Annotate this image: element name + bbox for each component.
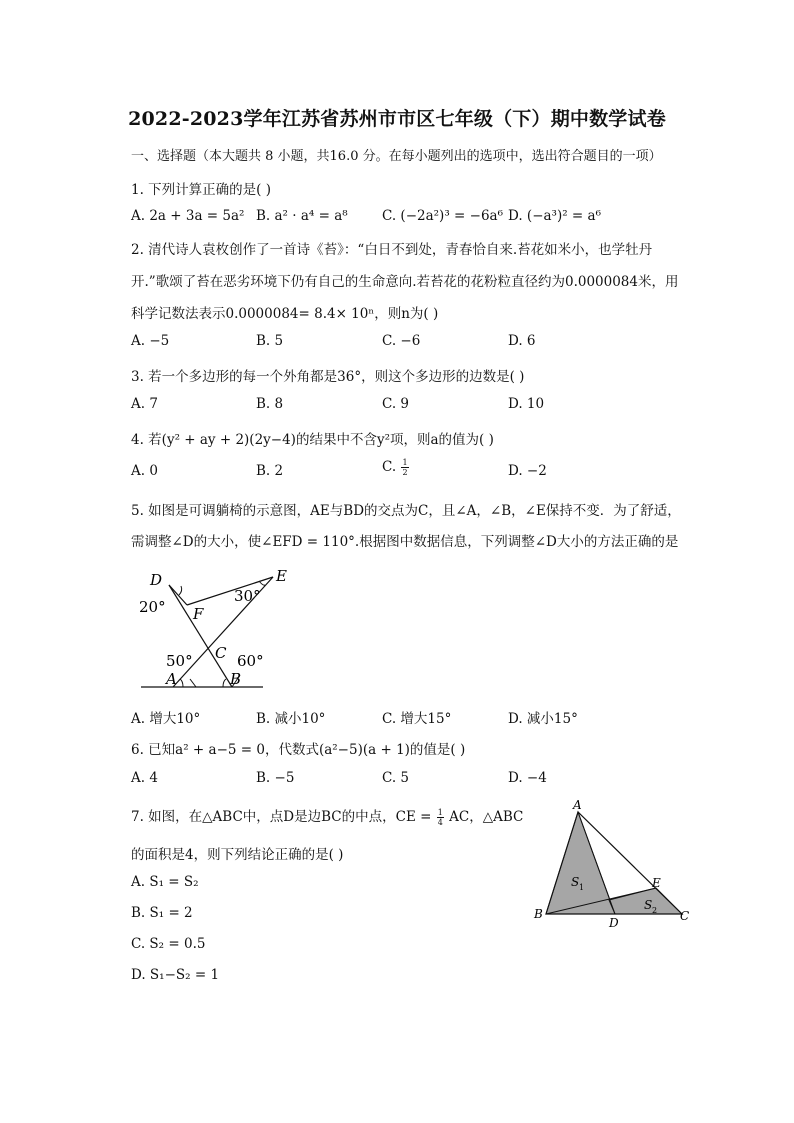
label-d: D bbox=[609, 916, 619, 930]
question-6-option-b: B. −5 bbox=[256, 770, 295, 786]
question-5-line-2: 需调整∠D的大小，使∠EFD = 110°.根据图中数据信息，下列调整∠D大小的方法正确的是 bbox=[131, 534, 679, 550]
question-3-option-a: A. 7 bbox=[131, 396, 158, 412]
question-6-option-d: D. −4 bbox=[508, 770, 547, 786]
question-4-option-d: D. −2 bbox=[508, 463, 547, 479]
question-6-stem: 6. 已知a² + a−5 = 0，代数式(a²−5)(a + 1)的值是( ) bbox=[131, 742, 466, 758]
question-1-option-c: C. (−2a²)³ = −6a⁶ bbox=[382, 208, 503, 224]
question-6-option-a: A. 4 bbox=[131, 770, 158, 786]
triangle-diagram bbox=[530, 800, 700, 930]
angle-d-value: 20° bbox=[139, 598, 166, 616]
option-c-label: C. bbox=[382, 459, 397, 475]
recliner-diagram bbox=[135, 565, 287, 693]
question-1-option-d: D. (−a³)² = a⁶ bbox=[508, 208, 601, 224]
label-b: B bbox=[230, 670, 242, 688]
question-2-option-a: A. −5 bbox=[131, 333, 170, 349]
question-1-stem: 1. 下列计算正确的是( ) bbox=[131, 182, 271, 198]
label-d: D bbox=[150, 571, 163, 589]
question-2-line-1: 2. 清代诗人袁枚创作了一首诗《苔》：“白日不到处，青春恰自来.苔花如米小，也学牡丹 bbox=[131, 242, 653, 258]
angle-b-value: 60° bbox=[237, 652, 264, 670]
question-4-stem: 4. 若(y² + ay + 2)(2y−4)的结果中不含y²项，则a的值为( ) bbox=[131, 432, 494, 448]
question-5-option-a: A. 增大10° bbox=[131, 711, 201, 727]
question-7-line-1 bbox=[131, 805, 523, 827]
label-e: E bbox=[276, 567, 287, 585]
section-heading: 一、选择题（本大题共 8 小题，共16.0 分。在每小题列出的选项中，选出符合题目的一项） bbox=[131, 149, 662, 164]
label-c: C bbox=[215, 644, 227, 662]
question-7-line-2: 的面积是4，则下列结论正确的是( ) bbox=[131, 847, 344, 863]
question-3-option-d: D. 10 bbox=[508, 396, 545, 412]
label-b: B bbox=[534, 907, 543, 921]
question-3-option-b: B. 8 bbox=[256, 396, 284, 412]
question-1-option-b: B. a² · a⁴ = a⁸ bbox=[256, 208, 348, 224]
page-title: 2022-2023学年江苏省苏州市市区七年级（下）期中数学试卷 bbox=[128, 108, 666, 130]
question-3-option-c: C. 9 bbox=[382, 396, 410, 412]
question-5-line-1: 5. 如图是可调躺椅的示意图，AE与BD的交点为C，且∠A，∠B，∠E保持不变．为了舒适， bbox=[131, 503, 681, 519]
question-2-option-d: D. 6 bbox=[508, 333, 536, 349]
question-7-option-d: D. S₁−S₂ = 1 bbox=[131, 967, 220, 983]
label-s2: S bbox=[644, 898, 653, 912]
label-c: C bbox=[680, 909, 690, 923]
question-2-line-3: 科学记数法表示0.0000084= 8.4× 10ⁿ，则n为( ) bbox=[131, 306, 439, 322]
question-4-option-b: B. 2 bbox=[256, 463, 284, 479]
question-5-option-b: B. 减小10° bbox=[256, 711, 326, 727]
question-3-stem: 3. 若一个多边形的每一个外角都是36°，则这个多边形的边数是( ) bbox=[131, 369, 525, 385]
question-2-option-b: B. 5 bbox=[256, 333, 284, 349]
question-4-option-a: A. 0 bbox=[131, 463, 158, 479]
label-a: A bbox=[166, 670, 177, 688]
question-7-option-b: B. S₁ = 2 bbox=[131, 905, 193, 921]
question-7-option-a: A. S₁ = S₂ bbox=[131, 874, 199, 890]
question-2-line-2: 开.”歌颂了苔在恶劣环境下仍有自己的生命意向.若苔花的花粉粒直径约为0.0000084米，用 bbox=[131, 274, 679, 290]
label-s1-subscript: 1 bbox=[579, 883, 585, 892]
label-s2-subscript: 2 bbox=[652, 906, 658, 915]
question-5-option-d: D. 减小15° bbox=[508, 711, 578, 727]
angle-e-value: 30° bbox=[234, 587, 261, 605]
question-1-option-a: A. 2a + 3a = 5a² bbox=[131, 208, 245, 224]
question-7-text-a: 7. 如图，在△ABC中，点D是边BC的中点，CE = bbox=[131, 809, 432, 825]
question-4-option-c bbox=[382, 458, 410, 477]
fraction: $\frac{1}{2}$ bbox=[402, 458, 408, 477]
label-s1: S bbox=[571, 875, 580, 889]
label-f: F bbox=[193, 605, 204, 623]
question-5-option-c: C. 增大15° bbox=[382, 711, 452, 727]
question-7-text-b: AC，△ABC bbox=[449, 809, 524, 825]
label-a: A bbox=[573, 798, 582, 812]
question-6-option-c: C. 5 bbox=[382, 770, 410, 786]
label-e: E bbox=[652, 876, 661, 890]
fraction: $\frac{1}{4}$ bbox=[437, 808, 443, 827]
angle-a-value: 50° bbox=[166, 652, 193, 670]
question-7-option-c: C. S₂ = 0.5 bbox=[131, 936, 206, 952]
question-2-option-c: C. −6 bbox=[382, 333, 421, 349]
